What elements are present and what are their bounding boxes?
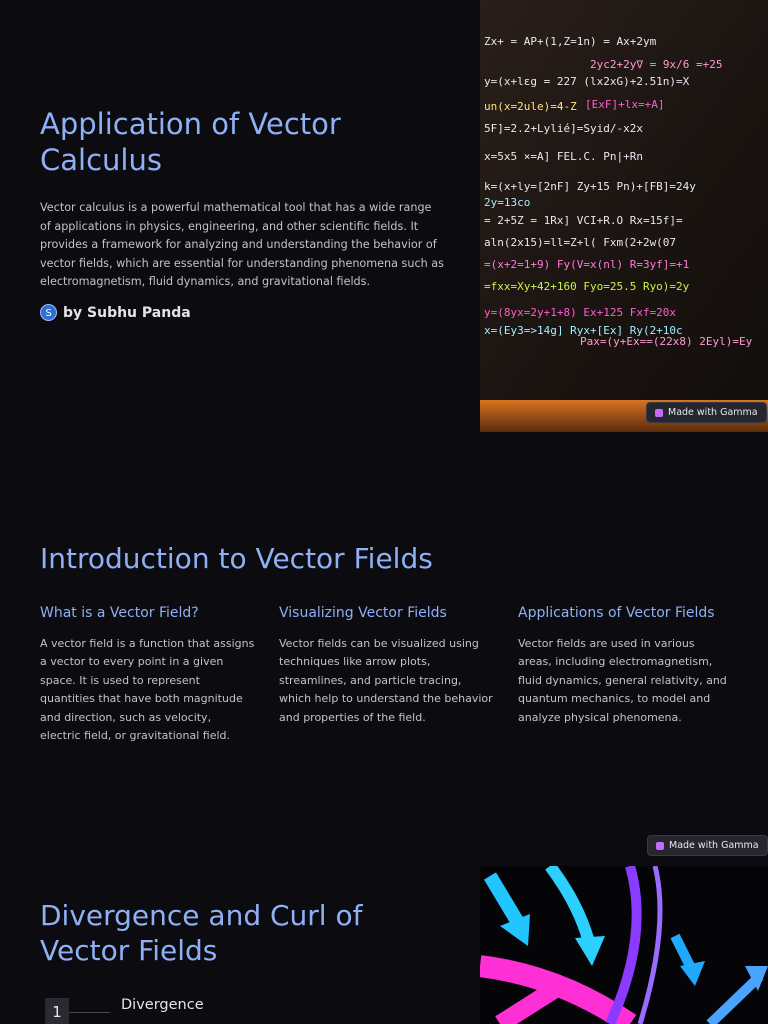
svg-text:un(x=2ule)=4-Z: un(x=2ule)=4-Z xyxy=(484,100,577,113)
svg-text:x=5x5 ×=A] FEL.C. Pn|+Rn: x=5x5 ×=A] FEL.C. Pn|+Rn xyxy=(484,150,643,163)
column-applications-of-vector-fields xyxy=(518,604,728,727)
neon-arrows-image xyxy=(480,866,768,1024)
svg-text:aln(2x15)=ll=Z+l( Fxm(2+2w(0: aln(2x15)=ll=Z+l( Fxm(2+2w(07 xyxy=(484,236,677,249)
column-body: Vector fields are used in various areas, including electromagnetism, fluid dynamics, general relativity, and quantum mechanics, to model and analyze physical phenomena. xyxy=(518,637,727,724)
step-connector xyxy=(69,1012,110,1013)
column-heading: Visualizing Vector Fields xyxy=(279,605,447,621)
svg-text:2y=13co: 2y=13co xyxy=(484,196,531,209)
made-with-gamma-badge[interactable] xyxy=(647,835,768,856)
svg-text:5F]=2.2+Lylié]=Syid/-x2x: 5F]=2.2+Lylié]=Syid/-x2x xyxy=(484,122,643,135)
column-what-is-vector-field xyxy=(40,604,255,745)
chalkboard-equations-image xyxy=(480,0,768,432)
svg-text:= 2+5Z = 1Rx] VCI+R.O Rx=15f: = 2+5Z = 1Rx] VCI+R.O Rx=15f]= xyxy=(484,214,683,227)
column-body: Vector fields can be visualized using techniques like arrow plots, streamlines, and particle tracing, which help to understand the behavior and properties of the field. xyxy=(279,637,493,724)
slide-description: Vector calculus is a powerful mathematical tool that has a wide range of applications in physics, engineering, and other scientific fields. It provides a framework for analyzing and understanding the behavior of vector fields, which are essential for understanding phenomena such as electromagnetism, fluid dynamics, and gravitational fields. xyxy=(40,201,444,289)
svg-text:Pax=(y+Ex==(22x8) 2Eyl)=Ey: Pax=(y+Ex==(22x8) 2Eyl)=Ey xyxy=(580,335,753,348)
column-heading: Applications of Vector Fields xyxy=(518,605,715,621)
column-heading: What is a Vector Field? xyxy=(40,605,199,621)
svg-text:=fxx=Xy+42+160 Fyo=25.5 Ryo): =fxx=Xy+42+160 Fyo=25.5 Ryo)=2y xyxy=(484,280,690,293)
svg-text:k=(x+ly=[2nF] Zy+15 Pn)+[FB]: k=(x+ly=[2nF] Zy+15 Pn)+[FB]=24y xyxy=(484,180,696,193)
column-body: A vector field is a function that assigns a vector to every point in a given space. It is used to represent quantities that have both magnitude and direction, such as velocity, electric field, or gravitational field. xyxy=(40,637,255,743)
author-name: by Subhu Panda xyxy=(63,304,191,321)
svg-text:=(x+2=1+9) Fy(V=x(nl) R=3yf]: =(x+2=1+9) Fy(V=x(nl) R=3yf]=+1 xyxy=(484,258,690,271)
badge-label: Made with Gamma xyxy=(669,840,759,851)
svg-text:x=(Ey3=>14g] Ryx+[Ex] Ry(2+1: x=(Ey3=>14g] Ryx+[Ex] Ry(2+10c xyxy=(484,324,683,337)
made-with-gamma-badge[interactable] xyxy=(646,402,767,423)
step-number: 1 xyxy=(45,998,69,1024)
svg-text:2yc2+2y∇ = 9x/6 =+25: 2yc2+2y∇ = 9x/6 =+25 xyxy=(590,58,723,71)
section-title: Introduction to Vector Fields xyxy=(40,542,433,575)
avatar: S xyxy=(40,304,57,321)
slide-title: Application of Vector Calculus xyxy=(40,107,341,177)
section-title: Divergence and Curl of Vector Fields xyxy=(40,899,363,967)
svg-text:y=(8yx=2y+1+8) Ex+125 Fxf=20: y=(8yx=2y+1+8) Ex+125 Fxf=20x xyxy=(484,306,677,319)
svg-text:y=(x+lεg = 227 (lx2xG)+2.51n)=: y=(x+lεg = 227 (lx2xG)+2.51n)=X xyxy=(484,75,690,88)
gamma-logo-icon xyxy=(656,842,664,850)
author-byline[interactable] xyxy=(40,304,191,321)
step-label: Divergence xyxy=(121,997,204,1013)
badge-label: Made with Gamma xyxy=(668,407,758,418)
svg-text:Zx+ = AP+(1,Z=1n) = Ax+2ym: Zx+ = AP+(1,Z=1n) = Ax+2ym xyxy=(484,35,657,48)
gamma-logo-icon xyxy=(655,409,663,417)
svg-text:[ExF]+lx=+A]: [ExF]+lx=+A] xyxy=(585,98,665,111)
column-visualizing-vector-fields xyxy=(279,604,494,727)
